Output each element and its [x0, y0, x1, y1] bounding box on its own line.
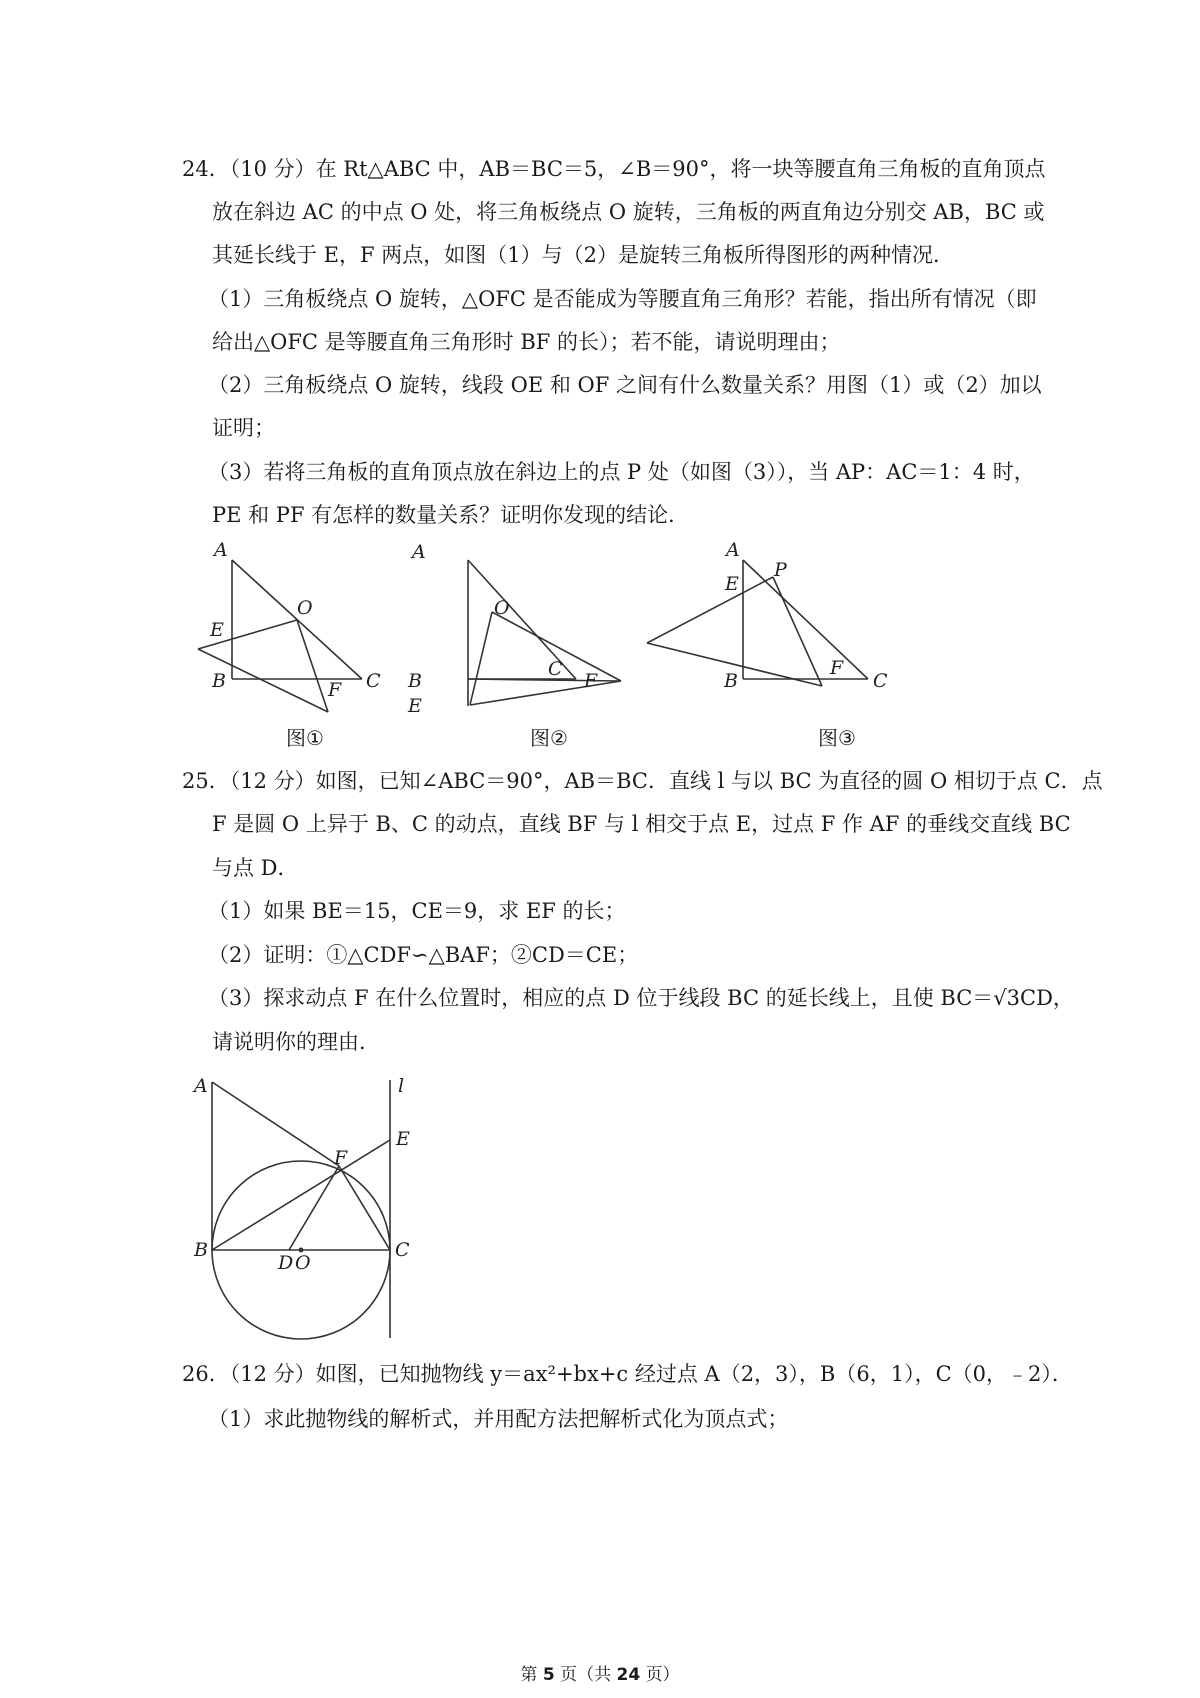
fig2-label-f: F — [584, 670, 598, 692]
q25-label-c: C — [395, 1239, 410, 1261]
fig2-label-b: B — [408, 670, 422, 692]
q24-figure-3 — [640, 530, 970, 720]
fig3-label-p: P — [774, 559, 787, 581]
fig3-label-c: C — [873, 670, 888, 692]
fig3-label-e: E — [725, 573, 739, 595]
figure-2-caption: 图② — [530, 726, 568, 750]
q26-line-1: 26．（12 分）如图，已知抛物线 y＝ax²+bx+c 经过点 A（2，3），B（6，1），C（0，﹣2）． — [182, 1362, 1073, 1386]
fig1-label-f: F — [328, 679, 342, 701]
figure-3-caption: 图③ — [818, 726, 856, 750]
fig2-label-c: C — [548, 658, 563, 680]
q25-line-2: F 是圆 O 上异于 B、C 的动点，直线 BF 与 l 相交于点 E，过点 F 作 AF 的垂线交直线 BC — [212, 812, 1071, 836]
q25-subq-2: （2）证明：①△CDF∽△BAF；②CD＝CE； — [208, 943, 639, 967]
q24-subq-1-line-2: 给出△OFC 是等腰直角三角形时 BF 的长）；若不能，请说明理由； — [212, 330, 841, 354]
q25-label-l: l — [398, 1075, 405, 1097]
fig1-label-a: A — [214, 539, 228, 561]
q25-label-a: A — [194, 1075, 208, 1097]
footer-suffix: 页） — [645, 1665, 680, 1685]
fig2-label-a: A — [412, 541, 426, 563]
q24-subq-3-line-2: PE 和 PF 有怎样的数量关系？证明你发现的结论． — [212, 503, 690, 527]
fig3-label-b: B — [724, 670, 738, 692]
footer-total-pages: 24 — [616, 1665, 641, 1685]
q25-label-o: O — [295, 1252, 311, 1274]
q24-subq-2-line-1: （2）三角板绕点 O 旋转，线段 OE 和 OF 之间有什么数量关系？用图（1）或（2）加以 — [208, 373, 1042, 397]
q24-line-3: 其延长线于 E，F 两点，如图（1）与（2）是旋转三角板所得图形的两种情况． — [212, 243, 954, 267]
q25-label-b: B — [194, 1239, 208, 1261]
q24-line-2: 放在斜边 AC 的中点 O 处，将三角板绕点 O 旋转，三角板的两直角边分别交 AB，BC 或 — [212, 200, 1045, 224]
fig1-label-b: B — [212, 670, 226, 692]
q24-line-1: 24．（10 分）在 Rt△ABC 中，AB＝BC＝5，∠B＝90°，将一块等腰直角三角板的直角顶点 — [182, 157, 1046, 181]
q25-subq-1: （1）如果 BE＝15，CE＝9，求 EF 的长； — [208, 899, 626, 923]
q24-figure-2 — [408, 530, 658, 720]
q26-subq-1: （1）求此抛物线的解析式，并用配方法把解析式化为顶点式； — [208, 1407, 789, 1431]
fig3-label-a: A — [726, 539, 740, 561]
footer-page-number: 5 — [542, 1665, 555, 1685]
footer-middle: 页（共 — [560, 1665, 612, 1685]
footer-prefix: 第 — [520, 1665, 538, 1685]
q24-subq-1-line-1: （1）三角板绕点 O 旋转，△OFC 是否能成为等腰直角三角形？若能，指出所有情况（即 — [208, 287, 1037, 311]
q25-subq-3-line-2: 请说明你的理由． — [212, 1030, 380, 1054]
fig2-label-e: E — [408, 695, 422, 717]
q24-figure-1 — [190, 530, 390, 720]
page-footer — [0, 1660, 1200, 1685]
q25-line-3: 与点 D． — [212, 856, 299, 880]
fig1-label-e: E — [210, 619, 224, 641]
fig3-label-f: F — [830, 657, 844, 679]
fig2-label-o: O — [494, 597, 510, 619]
q25-subq-3-line-1: （3）探求动点 F 在什么位置时，相应的点 D 位于线段 BC 的延长线上，且使 BC＝√3CD， — [208, 986, 1074, 1010]
fig1-label-c: C — [366, 670, 381, 692]
q25-label-e: E — [396, 1128, 410, 1150]
q24-subq-3-line-1: （3）若将三角板的直角顶点放在斜边上的点 P 处（如图（3）），当 AP：AC＝1：4 时， — [208, 460, 1035, 484]
q25-line-1: 25．（12 分）如图，已知∠ABC＝90°，AB＝BC．直线 l 与以 BC 为直径的圆 O 相切于点 C．点 — [182, 769, 1103, 793]
figure-1-caption: 图① — [286, 726, 324, 750]
q25-label-d: D — [278, 1252, 294, 1274]
fig1-label-o: O — [297, 597, 313, 619]
q24-subq-2-line-2: 证明； — [212, 416, 275, 440]
q25-figure — [190, 1070, 450, 1350]
q25-label-f: F — [334, 1147, 348, 1169]
